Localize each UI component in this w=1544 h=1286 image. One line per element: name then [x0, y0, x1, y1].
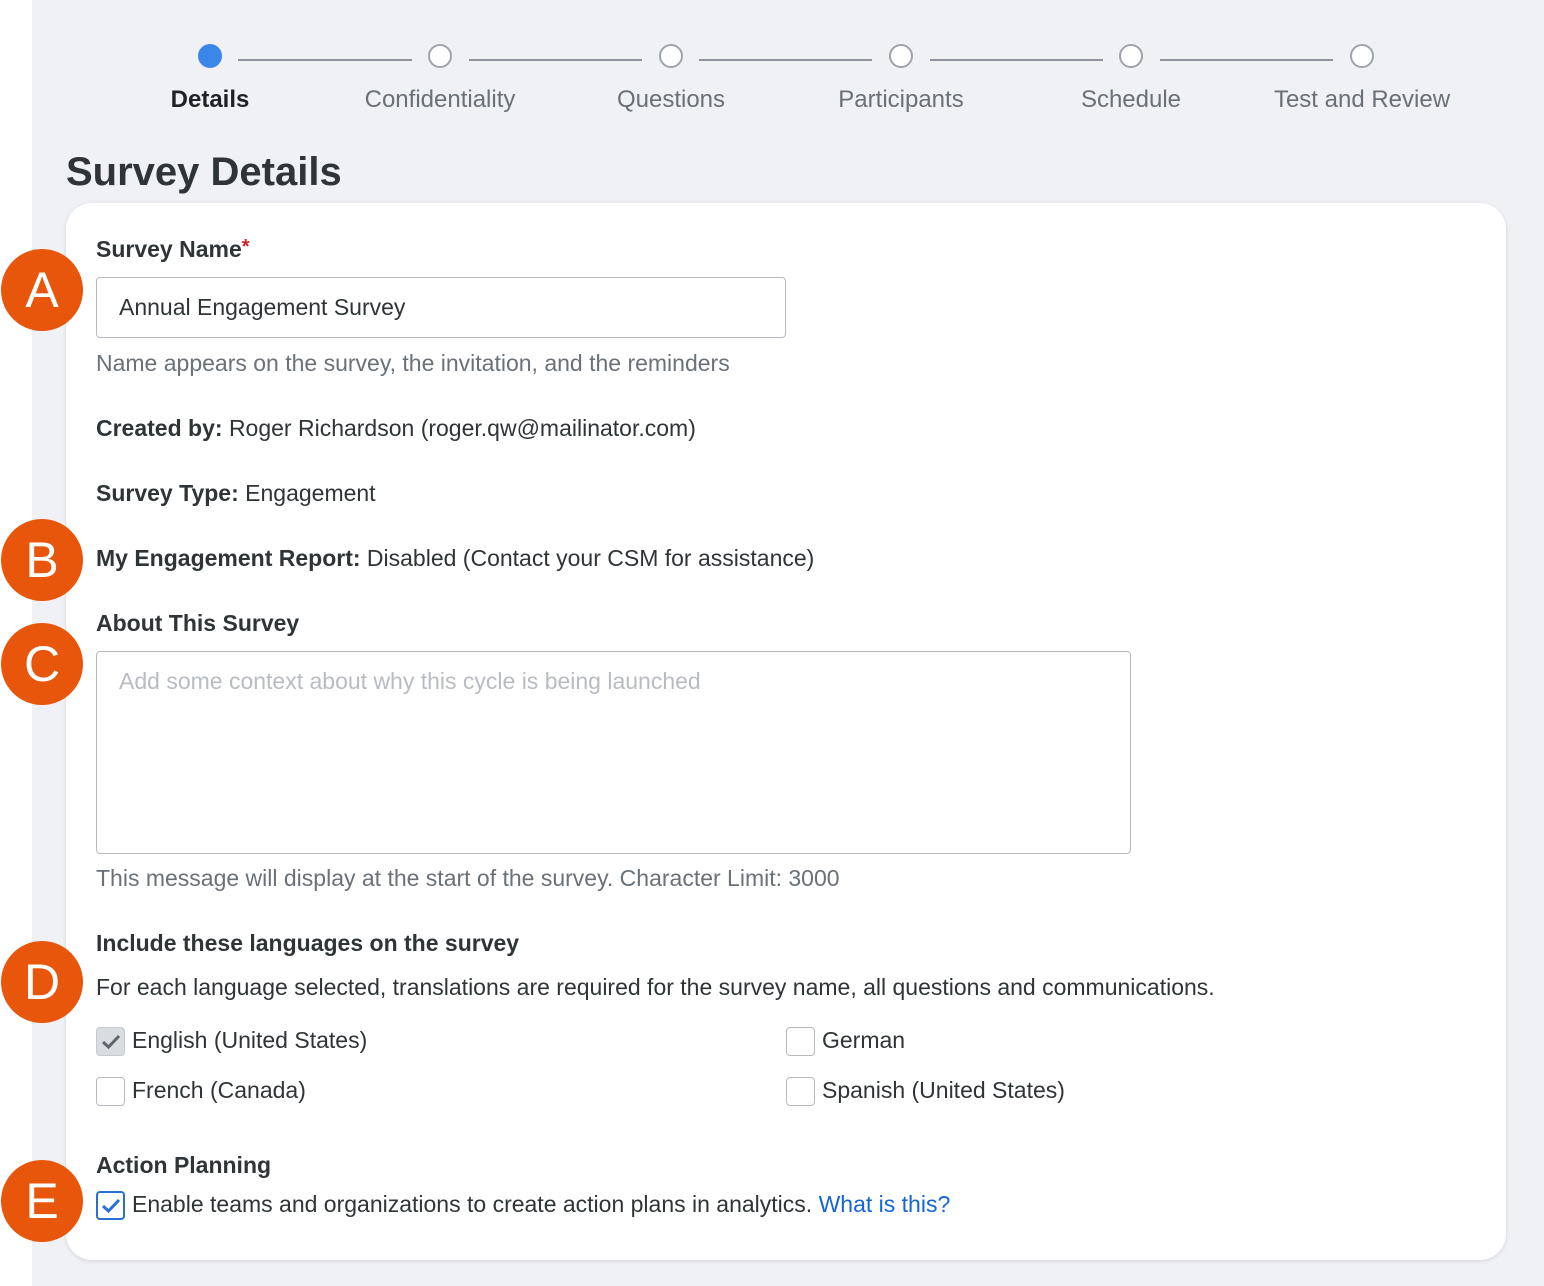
- step-dot-confidentiality[interactable]: [428, 44, 452, 68]
- action-planning-checkbox-label: Enable teams and organizations to create action plans in analytics.: [132, 1191, 813, 1217]
- callout-badge-a: A: [1, 249, 83, 331]
- step-label-details[interactable]: Details: [170, 86, 250, 113]
- step-connector: [469, 59, 642, 61]
- step-label-test-and-review[interactable]: Test and Review: [1273, 86, 1451, 113]
- language-label-english: English (United States): [132, 1027, 368, 1053]
- callout-badge-e: E: [1, 1160, 83, 1242]
- engagement-report-row: [96, 545, 814, 572]
- required-asterisk: *: [241, 236, 250, 258]
- step-label-questions[interactable]: Questions: [616, 86, 726, 113]
- action-planning-checkbox[interactable]: [96, 1191, 125, 1220]
- language-label-french: French (Canada): [132, 1077, 306, 1103]
- step-label-schedule[interactable]: Schedule: [1080, 86, 1182, 113]
- survey-type-row: [96, 480, 376, 507]
- engagement-report-label: My Engagement Report:: [96, 545, 361, 571]
- step-connector: [930, 59, 1103, 61]
- survey-type-value: Engagement: [245, 480, 376, 506]
- check-icon: [101, 1197, 121, 1214]
- action-planning-row: [132, 1191, 950, 1218]
- language-checkbox-french[interactable]: [96, 1077, 125, 1106]
- step-label-confidentiality[interactable]: Confidentiality: [364, 86, 516, 113]
- language-label-spanish: Spanish (United States): [822, 1077, 1065, 1103]
- created-by-row: [96, 415, 696, 442]
- step-connector: [1160, 59, 1333, 61]
- language-checkbox-german[interactable]: [786, 1027, 815, 1056]
- callout-badge-c: C: [1, 623, 83, 705]
- survey-name-label: [96, 236, 250, 263]
- engagement-report-value: Disabled (Contact your CSM for assistance): [366, 545, 815, 571]
- step-label-participants[interactable]: Participants: [838, 86, 964, 113]
- progress-stepper: [0, 0, 1544, 130]
- step-connector: [699, 59, 872, 61]
- language-label-german: German: [822, 1027, 906, 1053]
- about-help: This message will display at the start of the survey. Character Limit: 3000: [96, 865, 840, 891]
- language-checkbox-english[interactable]: [96, 1027, 125, 1056]
- language-checkbox-spanish[interactable]: [786, 1077, 815, 1106]
- survey-name-input[interactable]: [96, 277, 786, 338]
- check-icon: [101, 1033, 121, 1050]
- step-connector: [238, 59, 412, 61]
- action-planning-label: Action Planning: [96, 1152, 272, 1178]
- survey-name-label-text: Survey Name: [96, 236, 242, 262]
- step-dot-details[interactable]: [198, 44, 222, 68]
- survey-name-help: Name appears on the survey, the invitation, and the reminders: [96, 350, 730, 376]
- survey-type-label: Survey Type:: [96, 480, 239, 506]
- callout-badge-d: D: [1, 941, 83, 1023]
- step-dot-schedule[interactable]: [1119, 44, 1143, 68]
- step-dot-test-and-review[interactable]: [1350, 44, 1374, 68]
- what-is-this-link[interactable]: What is this?: [818, 1191, 951, 1217]
- about-textarea[interactable]: [96, 651, 1131, 854]
- languages-label: Include these languages on the survey: [96, 930, 520, 956]
- created-by-value: Roger Richardson (roger.qw@mailinator.com): [228, 415, 696, 441]
- languages-description: For each language selected, translations are required for the survey name, all questions and communications.: [96, 974, 1215, 1000]
- page-title: Survey Details: [66, 150, 342, 194]
- created-by-label: Created by:: [96, 415, 223, 441]
- callout-badge-b: B: [1, 519, 83, 601]
- step-dot-questions[interactable]: [659, 44, 683, 68]
- step-dot-participants[interactable]: [889, 44, 913, 68]
- about-label: About This Survey: [96, 610, 300, 636]
